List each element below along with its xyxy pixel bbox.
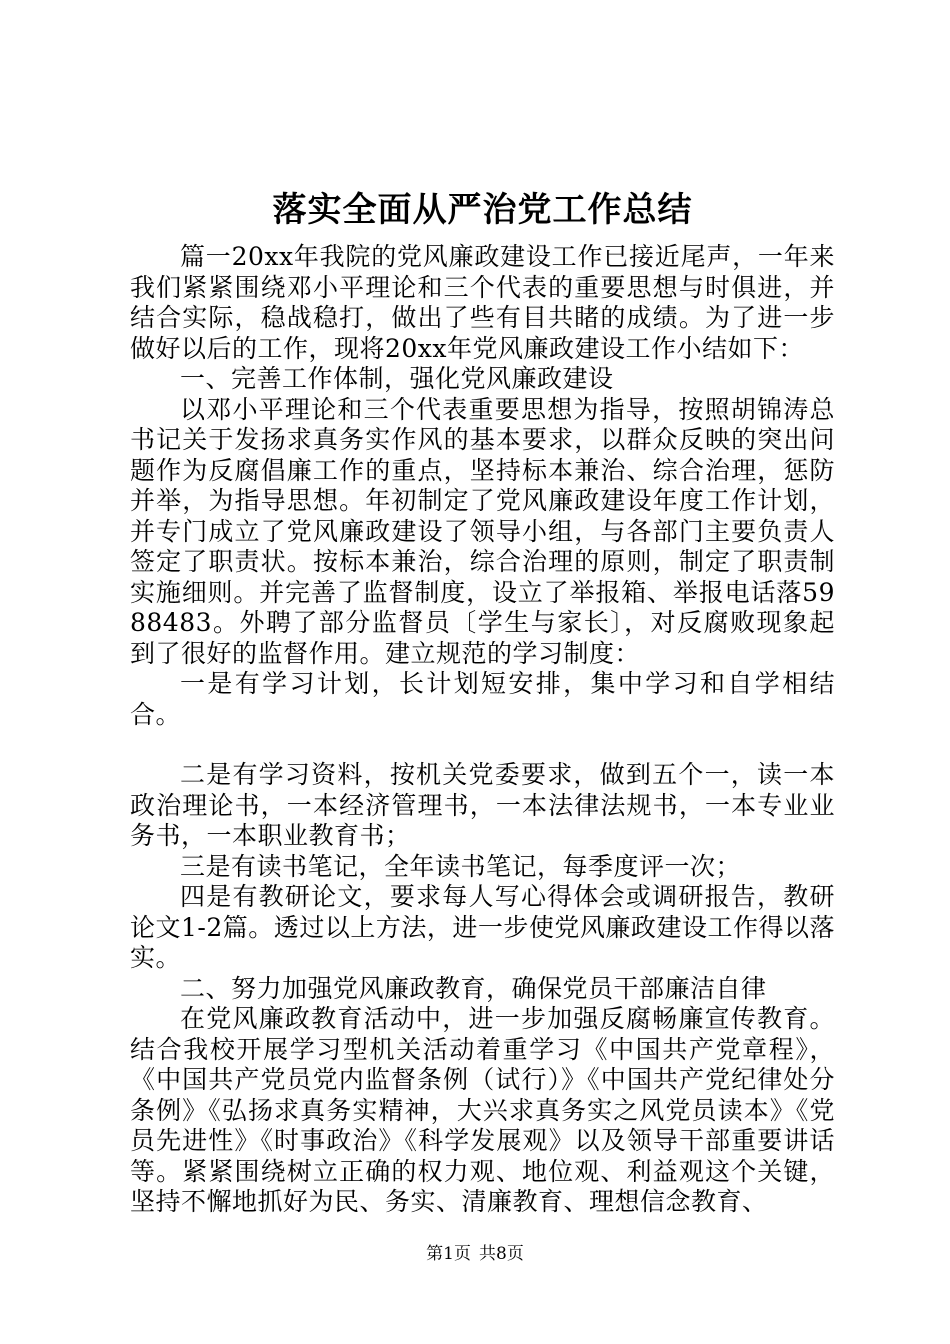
list-item-study-plan: 一是有学习计划，长计划短安排，集中学习和自学相结合。 bbox=[130, 669, 835, 729]
document-page bbox=[130, 186, 835, 1218]
page-footer bbox=[0, 1243, 950, 1265]
paragraph-education: 在党风廉政教育活动中，进一步加强反腐畅廉宣传教育。结合我校开展学习型机关活动着重学习《中国共产党章程》，《中国共产党员党内监督条例（试行）》《中国共产党纪律处分条例》《弘扬求真务实精神，大兴求真务实之风党员读本》《党员先进性》《时事政治》《科学发展观》以及领导干部重要讲话等。紧紧围绕树立正确的权力观、地位观、利益观这个关键，坚持不懈地抓好为民、务实、清廉教育、理想信念教育、 bbox=[130, 1004, 835, 1216]
section-heading-2: 二、努力加强党风廉政教育，确保党员干部廉洁自律 bbox=[180, 973, 767, 1003]
paragraph-spacer bbox=[130, 730, 835, 760]
page-total: 共8页 bbox=[479, 1244, 524, 1264]
paragraph-intro: 篇一20xx年我院的党风廉政建设工作已接近尾声，一年来我们紧紧围绕邓小平理论和三个代表的重要思想与时俱进，并结合实际，稳战稳打，做出了些有目共睹的成绩。为了进一步做好以后的工作，现将20xx年党风廉政建设工作小结如下： bbox=[130, 242, 835, 363]
page-number: 第1页 bbox=[426, 1244, 471, 1264]
list-item-reading-notes: 三是有读书笔记，全年读书笔记，每季度评一次； bbox=[180, 851, 742, 881]
paragraph-guidance: 以邓小平理论和三个代表重要思想为指导，按照胡锦涛总书记关于发扬求真务实作风的基本要求，以群众反映的突出问题作为反腐倡廉工作的重点，坚持标本兼治、综合治理，惩防并举，为指导思想。年初制定了党风廉政建设年度工作计划，并专门成立了党风廉政建设了领导小组，与各部门主要负责人签定了职责状。按标本兼治，综合治理的原则，制定了职责制实施细则。并完善了监督制度，设立了举报箱、举报电话落5988483。外聘了部分监督员〔学生与家长〕，对反腐败现象起到了很好的监督作用。建立规范的学习制度： bbox=[130, 394, 835, 668]
document-title: 落实全面从严治党工作总结 bbox=[272, 190, 693, 230]
section-heading-1: 一、完善工作体制，强化党风廉政建设 bbox=[180, 364, 614, 393]
list-item-research-papers: 四是有教研论文，要求每人写心得体会或调研报告，教研论文1-2篇。透过以上方法，进一步使党风廉政建设工作得以落实。 bbox=[130, 882, 835, 972]
list-item-study-materials: 二是有学习资料，按机关党委要求，做到五个一，读一本政治理论书，一本经济管理书，一本法律法规书，一本专业业务书，一本职业教育书； bbox=[130, 760, 835, 850]
